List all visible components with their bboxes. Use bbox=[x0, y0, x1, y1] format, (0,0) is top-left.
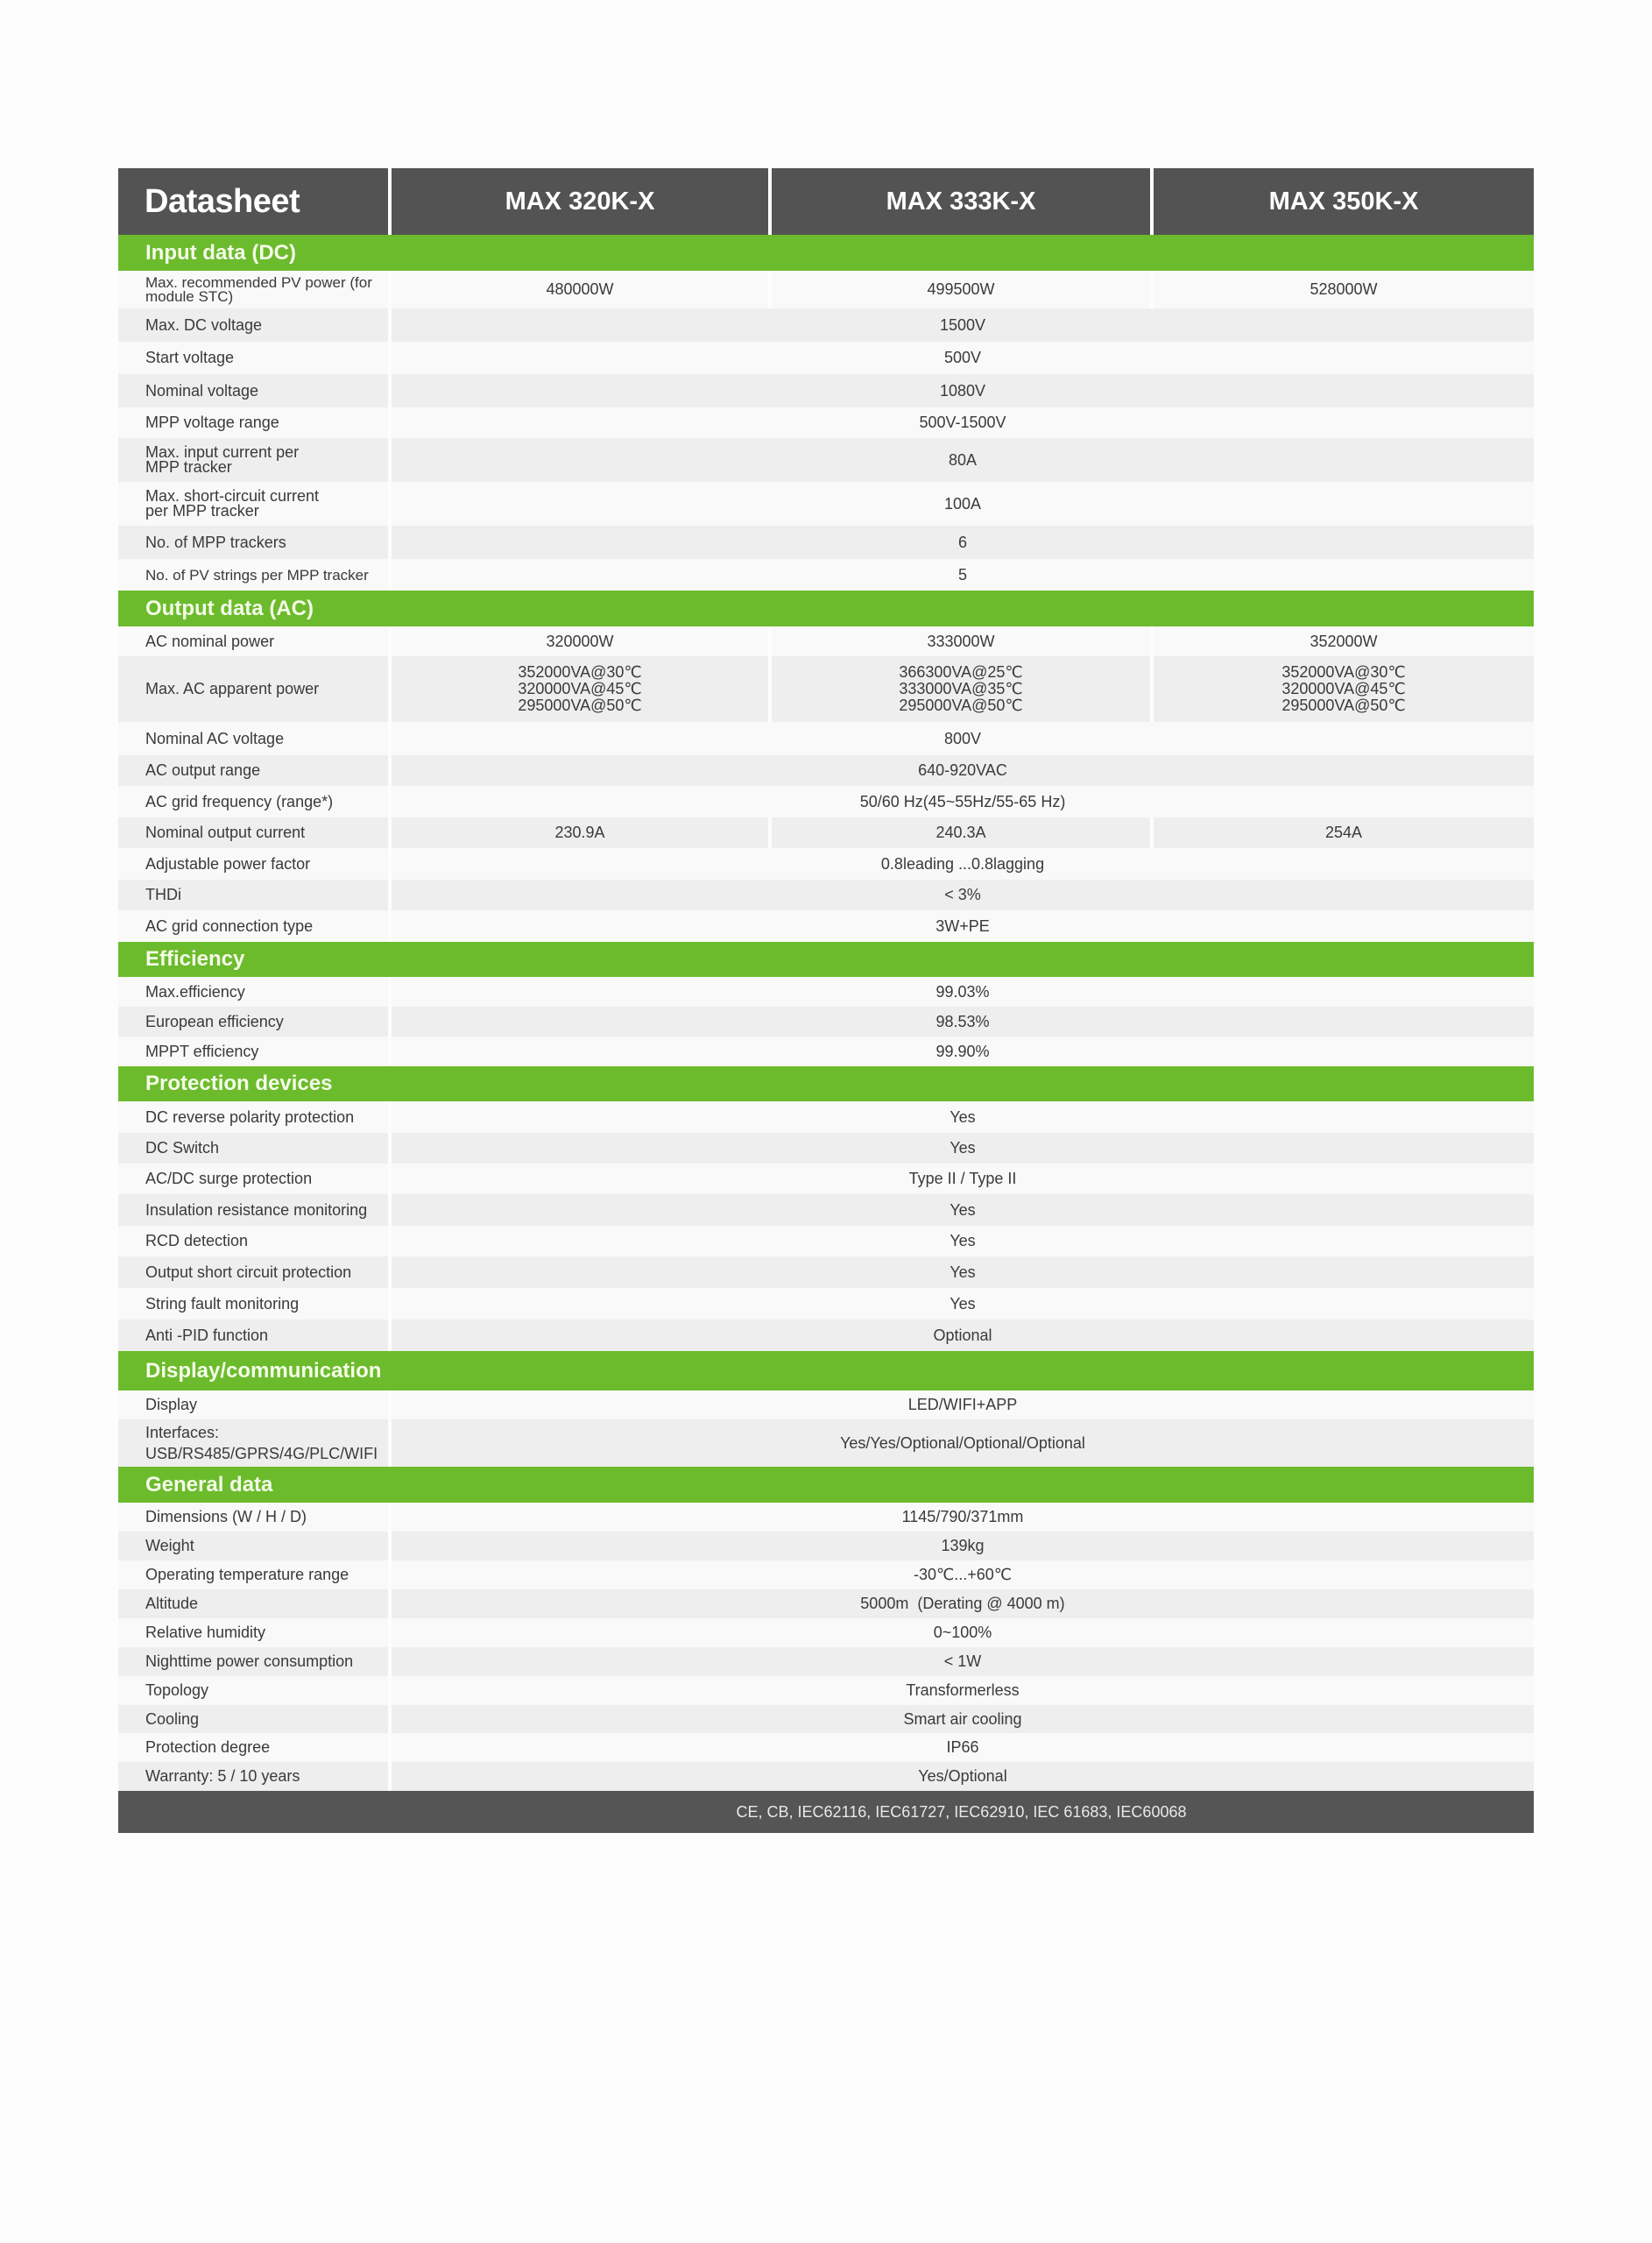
row-value: Transformerless bbox=[392, 1676, 1534, 1705]
datasheet-title: Datasheet bbox=[118, 168, 388, 235]
row-label: String fault monitoring bbox=[118, 1288, 388, 1320]
row-label: Max. input current per MPP tracker bbox=[118, 438, 388, 482]
row-label: MPPT efficiency bbox=[118, 1037, 388, 1066]
model-header-333k: MAX 333K-X bbox=[772, 168, 1150, 235]
row-value: 1145/790/371mm bbox=[392, 1503, 1534, 1532]
apparent-power-line: 295000VA@50℃ bbox=[1281, 697, 1406, 714]
row-value: 139kg bbox=[392, 1532, 1534, 1560]
row-label: Max. DC voltage bbox=[118, 308, 388, 342]
model-header-350k: MAX 350K-X bbox=[1154, 168, 1534, 235]
table-row bbox=[118, 1164, 1534, 1194]
table-row bbox=[118, 1226, 1534, 1256]
row-value bbox=[1154, 656, 1534, 722]
model-header-320k: MAX 320K-X bbox=[392, 168, 768, 235]
apparent-power-line: 320000VA@45℃ bbox=[518, 680, 642, 697]
row-value: 500V bbox=[392, 342, 1534, 374]
section-output-ac: Output data (AC) bbox=[118, 591, 1534, 626]
row-value: 99.90% bbox=[392, 1037, 1534, 1066]
row-value: 5000m (Derating @ 4000 m) bbox=[392, 1589, 1534, 1618]
row-label: DC reverse polarity protection bbox=[118, 1101, 388, 1133]
row-label: RCD detection bbox=[118, 1226, 388, 1256]
apparent-power-line: 333000VA@35℃ bbox=[899, 680, 1023, 697]
row-value: -30℃...+60℃ bbox=[392, 1560, 1534, 1589]
row-value: IP66 bbox=[392, 1733, 1534, 1762]
table-row bbox=[118, 308, 1534, 342]
row-value: 333000W bbox=[772, 626, 1150, 656]
table-row bbox=[118, 656, 1534, 722]
apparent-power-line: 320000VA@45℃ bbox=[1281, 680, 1406, 697]
table-row bbox=[118, 977, 1534, 1007]
table-row bbox=[118, 817, 1534, 848]
table-row bbox=[118, 1194, 1534, 1226]
row-value: 1080V bbox=[392, 374, 1534, 407]
table-row bbox=[118, 880, 1534, 910]
row-value: 3W+PE bbox=[392, 910, 1534, 942]
table-row bbox=[118, 1589, 1534, 1618]
row-label: Dimensions (W / H / D) bbox=[118, 1503, 388, 1532]
table-row bbox=[118, 1733, 1534, 1762]
section-protection-rows bbox=[118, 1101, 1534, 1351]
table-row bbox=[118, 374, 1534, 407]
row-value: Yes bbox=[392, 1194, 1534, 1226]
table-row bbox=[118, 1007, 1534, 1037]
row-label: AC grid frequency (range*) bbox=[118, 786, 388, 817]
row-value: < 3% bbox=[392, 880, 1534, 910]
section-efficiency-rows bbox=[118, 977, 1534, 1066]
table-row bbox=[118, 407, 1534, 438]
table-row bbox=[118, 1288, 1534, 1320]
table-row bbox=[118, 1419, 1534, 1467]
datasheet-table bbox=[118, 168, 1534, 1833]
row-value: LED/WIFI+APP bbox=[392, 1390, 1534, 1419]
section-protection: Protection devices bbox=[118, 1066, 1534, 1101]
certifications-footer bbox=[118, 1791, 1534, 1833]
row-label: Adjustable power factor bbox=[118, 848, 388, 880]
table-row bbox=[118, 1647, 1534, 1676]
row-value: 500V-1500V bbox=[392, 407, 1534, 438]
row-label: Altitude bbox=[118, 1589, 388, 1618]
table-row bbox=[118, 1560, 1534, 1589]
row-value: Yes bbox=[392, 1101, 1534, 1133]
row-value: Yes bbox=[392, 1133, 1534, 1164]
table-row bbox=[118, 438, 1534, 482]
row-value: 230.9A bbox=[392, 817, 768, 848]
row-value: 254A bbox=[1154, 817, 1534, 848]
table-row bbox=[118, 848, 1534, 880]
row-value: Type II / Type II bbox=[392, 1164, 1534, 1194]
row-value: < 1W bbox=[392, 1647, 1534, 1676]
row-label: Topology bbox=[118, 1676, 388, 1705]
row-label: Nighttime power consumption bbox=[118, 1647, 388, 1676]
row-value: 6 bbox=[392, 526, 1534, 559]
table-row bbox=[118, 626, 1534, 656]
row-value: Smart air cooling bbox=[392, 1705, 1534, 1733]
apparent-power-line: 352000VA@30℃ bbox=[518, 663, 642, 681]
table-row bbox=[118, 1133, 1534, 1164]
row-label: Display bbox=[118, 1390, 388, 1419]
row-label: Max.efficiency bbox=[118, 977, 388, 1007]
row-value: 5 bbox=[392, 559, 1534, 591]
table-row bbox=[118, 482, 1534, 526]
row-label: Warranty: 5 / 10 years bbox=[118, 1762, 388, 1791]
row-label: AC grid connection type bbox=[118, 910, 388, 942]
section-efficiency: Efficiency bbox=[118, 942, 1534, 977]
table-row bbox=[118, 1503, 1534, 1532]
row-value: 100A bbox=[392, 482, 1534, 526]
apparent-power-line: 295000VA@50℃ bbox=[518, 697, 642, 714]
table-row bbox=[118, 1037, 1534, 1066]
apparent-power-line: 352000VA@30℃ bbox=[1281, 663, 1406, 681]
row-value: Yes bbox=[392, 1226, 1534, 1256]
row-label: Max. recommended PV power (for module STC) bbox=[118, 271, 388, 308]
row-value bbox=[392, 656, 768, 722]
row-label: Protection degree bbox=[118, 1733, 388, 1762]
apparent-power-line: 295000VA@50℃ bbox=[899, 697, 1023, 714]
row-label: Operating temperature range bbox=[118, 1560, 388, 1589]
row-label: No. of MPP trackers bbox=[118, 526, 388, 559]
row-label: THDi bbox=[118, 880, 388, 910]
table-row bbox=[118, 1532, 1534, 1560]
row-label-line: Interfaces: bbox=[145, 1424, 220, 1441]
row-label: Anti -PID function bbox=[118, 1320, 388, 1351]
table-row bbox=[118, 342, 1534, 374]
row-label: Nominal voltage bbox=[118, 374, 388, 407]
section-general-rows bbox=[118, 1503, 1534, 1791]
section-display-communication: Display/communication bbox=[118, 1351, 1534, 1390]
row-value: 0~100% bbox=[392, 1618, 1534, 1647]
row-label: AC output range bbox=[118, 755, 388, 786]
table-row bbox=[118, 1101, 1534, 1133]
row-value: Optional bbox=[392, 1320, 1534, 1351]
row-label: Insulation resistance monitoring bbox=[118, 1194, 388, 1226]
row-value: 99.03% bbox=[392, 977, 1534, 1007]
row-label: AC/DC surge protection bbox=[118, 1164, 388, 1194]
row-label: Start voltage bbox=[118, 342, 388, 374]
row-value: 50/60 Hz(45~55Hz/55-65 Hz) bbox=[392, 786, 1534, 817]
row-label: AC nominal power bbox=[118, 626, 388, 656]
table-row bbox=[118, 526, 1534, 559]
row-value: 640-920VAC bbox=[392, 755, 1534, 786]
row-value: Yes/Yes/Optional/Optional/Optional bbox=[392, 1419, 1534, 1467]
table-row bbox=[118, 722, 1534, 755]
row-value bbox=[772, 656, 1150, 722]
row-value: 80A bbox=[392, 438, 1534, 482]
row-value: 98.53% bbox=[392, 1007, 1534, 1037]
table-row bbox=[118, 559, 1534, 591]
section-general-data: General data bbox=[118, 1467, 1534, 1503]
row-label: Relative humidity bbox=[118, 1618, 388, 1647]
row-value: 320000W bbox=[392, 626, 768, 656]
table-row bbox=[118, 1705, 1534, 1733]
apparent-power-line: 366300VA@25℃ bbox=[899, 663, 1023, 681]
row-value: 240.3A bbox=[772, 817, 1150, 848]
row-value: 800V bbox=[392, 722, 1534, 755]
table-header bbox=[118, 168, 1534, 235]
row-label: DC Switch bbox=[118, 1133, 388, 1164]
section-output-rows bbox=[118, 626, 1534, 942]
row-label: Max. short-circuit current per MPP tracker bbox=[118, 482, 388, 526]
row-label: MPP voltage range bbox=[118, 407, 388, 438]
table-row bbox=[118, 1320, 1534, 1351]
section-input-dc: Input data (DC) bbox=[118, 235, 1534, 271]
row-value: 1500V bbox=[392, 308, 1534, 342]
section-display-rows bbox=[118, 1390, 1534, 1467]
row-label-line: USB/RS485/GPRS/4G/PLC/WIFI bbox=[145, 1445, 378, 1462]
table-row bbox=[118, 786, 1534, 817]
section-input-rows bbox=[118, 271, 1534, 591]
row-label: Output short circuit protection bbox=[118, 1256, 388, 1288]
table-row bbox=[118, 910, 1534, 942]
table-row bbox=[118, 271, 1534, 308]
table-row bbox=[118, 1618, 1534, 1647]
row-label: Cooling bbox=[118, 1705, 388, 1733]
table-row bbox=[118, 1762, 1534, 1791]
table-row bbox=[118, 1256, 1534, 1288]
row-label: European efficiency bbox=[118, 1007, 388, 1037]
row-label: No. of PV strings per MPP tracker bbox=[118, 559, 388, 591]
row-label: Weight bbox=[118, 1532, 388, 1560]
row-label: Nominal AC voltage bbox=[118, 722, 388, 755]
row-value: 499500W bbox=[772, 271, 1150, 308]
row-value: Yes/Optional bbox=[392, 1762, 1534, 1791]
row-label bbox=[118, 1419, 388, 1467]
row-value: 0.8leading ...0.8lagging bbox=[392, 848, 1534, 880]
row-value: 352000W bbox=[1154, 626, 1534, 656]
row-value: Yes bbox=[392, 1256, 1534, 1288]
row-label: Nominal output current bbox=[118, 817, 388, 848]
certifications-text: CE, CB, IEC62116, IEC61727, IEC62910, IEC 61683, IEC60068 bbox=[736, 1802, 1187, 1821]
table-row bbox=[118, 1390, 1534, 1419]
table-row bbox=[118, 1676, 1534, 1705]
row-value: 480000W bbox=[392, 271, 768, 308]
row-label: Max. AC apparent power bbox=[118, 656, 388, 722]
row-value: Yes bbox=[392, 1288, 1534, 1320]
table-row bbox=[118, 755, 1534, 786]
row-value: 528000W bbox=[1154, 271, 1534, 308]
